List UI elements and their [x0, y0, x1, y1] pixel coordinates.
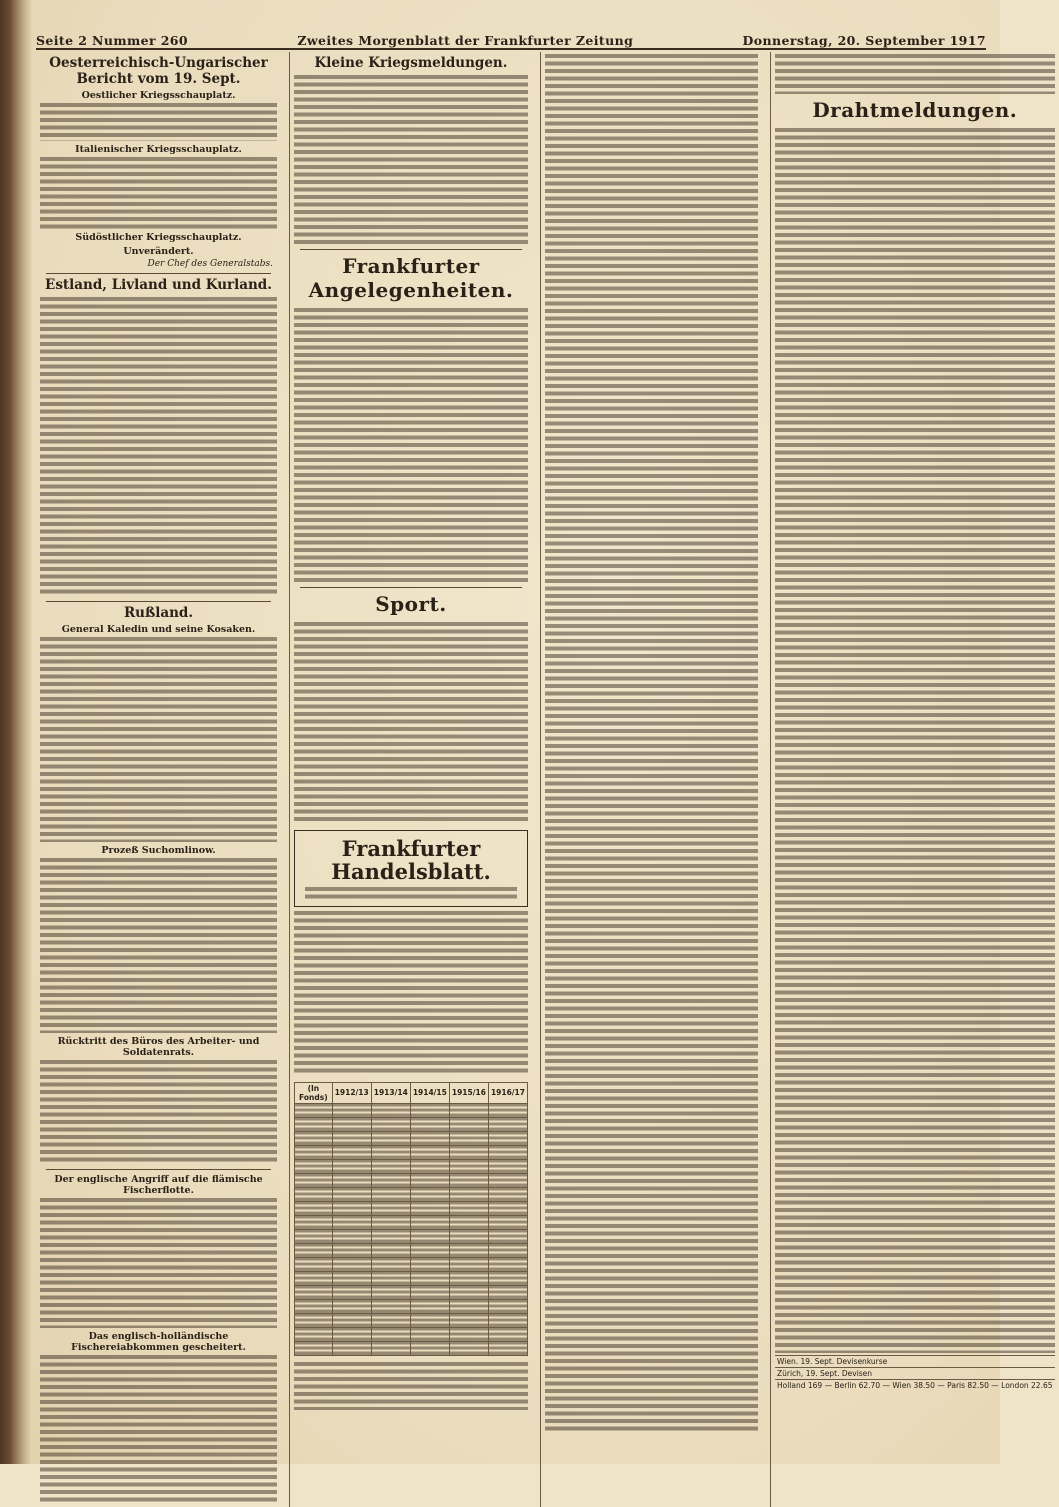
table-row: [295, 1327, 528, 1341]
table-row: [295, 1145, 528, 1159]
text-block: [775, 128, 1055, 1353]
table-cell: [449, 1271, 488, 1285]
table-cell: [488, 1201, 527, 1215]
table-cell: [449, 1117, 488, 1131]
price-row: [775, 1380, 1055, 1392]
table-cell: [295, 1271, 333, 1285]
table-cell: [295, 1257, 333, 1271]
table-header-cell: 1912/13: [332, 1082, 371, 1103]
subheading: Südöstlicher Kriegsschauplatz.: [75, 232, 242, 244]
price-cell: Zürich, 19. Sept. Devisen: [775, 1368, 1055, 1380]
paper-title: Zweites Morgenblatt der Frankfurter Zeitung: [297, 33, 634, 48]
price-cell: Wien. 19. Sept. Devisenkurse: [775, 1356, 1055, 1368]
table-cell: [332, 1173, 371, 1187]
table-cell: [295, 1313, 333, 1327]
price-table: [775, 1355, 1055, 1391]
table-cell: [332, 1313, 371, 1327]
book-spine: [0, 0, 32, 1464]
section-heading: Rußland.: [123, 604, 194, 621]
divider: [46, 273, 271, 274]
handelsblatt-banner: [294, 830, 528, 907]
table-cell: [295, 1131, 333, 1145]
table-cell: [488, 1187, 527, 1201]
table-row: [295, 1187, 528, 1201]
table-cell: [449, 1341, 488, 1355]
table-cell: [371, 1201, 410, 1215]
price-body: [775, 1356, 1055, 1392]
table-cell: [410, 1131, 449, 1145]
table-cell: [449, 1229, 488, 1243]
table-cell: [488, 1117, 527, 1131]
table-cell: [295, 1201, 333, 1215]
table-cell: [449, 1257, 488, 1271]
table-cell: [332, 1187, 371, 1201]
table-cell: [488, 1159, 527, 1173]
table-row: [295, 1201, 528, 1215]
section-heading: Kleine Kriegsmeldungen.: [314, 55, 508, 71]
text-block: [294, 308, 528, 583]
column-3: [540, 52, 762, 1507]
table-cell: [410, 1103, 449, 1117]
price-row: [775, 1356, 1055, 1368]
divider: [300, 249, 522, 250]
table-cell: [371, 1313, 410, 1327]
table-cell: [410, 1159, 449, 1173]
table-cell: [332, 1117, 371, 1131]
table-cell: [332, 1159, 371, 1173]
table-row: [295, 1215, 528, 1229]
table-cell: [332, 1229, 371, 1243]
table-row: [295, 1299, 528, 1313]
table-cell: [295, 1159, 333, 1173]
page-number: Seite 2 Nummer 260: [36, 33, 189, 48]
subheading: Italienischer Kriegsschauplatz.: [75, 144, 242, 156]
table-cell: [371, 1327, 410, 1341]
table-cell: [410, 1187, 449, 1201]
section-heading: Sport.: [375, 591, 447, 616]
table-cell: [410, 1285, 449, 1299]
section-heading: Drahtmeldungen.: [812, 98, 1018, 122]
text-block: [40, 858, 277, 1033]
table-cell: [332, 1103, 371, 1117]
table-cell: [449, 1299, 488, 1313]
table-row: [295, 1285, 528, 1299]
table-cell: [295, 1215, 333, 1229]
table-cell: [488, 1229, 527, 1243]
handelsblatt-title: Frankfurter Handelsblatt.: [331, 835, 491, 884]
table-cell: [410, 1215, 449, 1229]
section-heading: Estland, Livland und Kurland.: [45, 277, 272, 294]
table-cell: [332, 1341, 371, 1355]
table-cell: [488, 1145, 527, 1159]
table-cell: [371, 1145, 410, 1159]
table-cell: [332, 1285, 371, 1299]
table-cell: [488, 1103, 527, 1117]
table-cell: [295, 1187, 333, 1201]
table-cell: [371, 1229, 410, 1243]
column-2: [289, 52, 532, 1507]
divider: [300, 587, 522, 588]
table-row: [295, 1243, 528, 1257]
table-header-row: [295, 1082, 528, 1103]
text-block: [40, 1198, 277, 1328]
table-cell: [295, 1327, 333, 1341]
table-cell: [371, 1187, 410, 1201]
table-cell: [449, 1159, 488, 1173]
table-cell: [449, 1131, 488, 1145]
table-cell: [371, 1173, 410, 1187]
table-cell: [371, 1257, 410, 1271]
table-header-cell: 1914/15: [410, 1082, 449, 1103]
subheading: Das englisch-holländische Fischereiabkommen gescheitert.: [71, 1331, 246, 1354]
table-cell: [410, 1243, 449, 1257]
table-cell: [371, 1243, 410, 1257]
table-cell: [410, 1299, 449, 1313]
table-cell: [332, 1201, 371, 1215]
table-cell: [295, 1173, 333, 1187]
table-cell: [332, 1131, 371, 1145]
table-cell: [488, 1257, 527, 1271]
table-cell: [295, 1299, 333, 1313]
table-cell: [488, 1131, 527, 1145]
table-cell: [410, 1327, 449, 1341]
table-header-cell: 1913/14: [371, 1082, 410, 1103]
text-block: [294, 75, 528, 245]
financial-table-wrap: [294, 1082, 528, 1356]
table-cell: [449, 1145, 488, 1159]
divider: [46, 601, 271, 602]
subheading: Prozeß Suchomlinow.: [101, 845, 216, 857]
text-block: [294, 1362, 528, 1410]
signature: Der Chef des Generalstabs.: [147, 259, 273, 270]
table-cell: [410, 1201, 449, 1215]
text-block: [40, 1355, 277, 1505]
table-cell: [449, 1201, 488, 1215]
note: Unverändert.: [123, 246, 194, 258]
table-cell: [410, 1271, 449, 1285]
column-4: [770, 52, 1059, 1507]
table-cell: [449, 1285, 488, 1299]
financial-table: [294, 1082, 528, 1356]
table-cell: [371, 1341, 410, 1355]
text-block: [40, 637, 277, 842]
table-row: [295, 1257, 528, 1271]
table-cell: [371, 1299, 410, 1313]
table-cell: [449, 1187, 488, 1201]
table-row: [295, 1103, 528, 1117]
table-cell: [371, 1159, 410, 1173]
table-cell: [488, 1271, 527, 1285]
subheading: Oestlicher Kriegsschauplatz.: [81, 90, 236, 102]
table-header-cell: (In Fonds): [295, 1082, 333, 1103]
table-row: [295, 1229, 528, 1243]
table-cell: [332, 1243, 371, 1257]
table-cell: [295, 1229, 333, 1243]
table-row: [295, 1271, 528, 1285]
text-block: [775, 54, 1055, 94]
table-cell: [332, 1145, 371, 1159]
table-cell: [449, 1103, 488, 1117]
section-heading: Frankfurter Angelegenheiten.: [308, 253, 514, 302]
table-cell: [410, 1229, 449, 1243]
table-cell: [488, 1299, 527, 1313]
subheading: General Kaledin und seine Kosaken.: [61, 624, 256, 636]
divider: [46, 1169, 271, 1170]
table-cell: [488, 1215, 527, 1229]
columns: [36, 52, 1053, 1446]
table-cell: [295, 1145, 333, 1159]
text-block: [545, 54, 758, 1434]
table-cell: [332, 1215, 371, 1229]
table-cell: [332, 1257, 371, 1271]
text-block: [40, 103, 277, 141]
table-cell: [332, 1327, 371, 1341]
issue-date: Donnerstag, 20. September 1917: [742, 33, 986, 48]
table-row: [295, 1117, 528, 1131]
subheading: Der englische Angriff auf die flämische Fischerflotte.: [54, 1174, 263, 1197]
table-cell: [371, 1131, 410, 1145]
table-cell: [449, 1243, 488, 1257]
table-cell: [295, 1341, 333, 1355]
text-block: [40, 157, 277, 229]
table-cell: [371, 1271, 410, 1285]
table-cell: [488, 1285, 527, 1299]
subheading: Rücktritt des Büros des Arbeiter- und Soldatenrats.: [57, 1036, 260, 1059]
table-cell: [371, 1103, 410, 1117]
text-block: [294, 622, 528, 822]
table-row: [295, 1173, 528, 1187]
table-cell: [488, 1341, 527, 1355]
banner-subtitle: [305, 887, 517, 901]
table-header-cell: 1915/16: [449, 1082, 488, 1103]
price-row: [775, 1368, 1055, 1380]
section-heading: Oesterreichisch-Ungarischer Bericht vom 19. Sept.: [49, 55, 268, 87]
text-block: [294, 911, 528, 1076]
masthead: [36, 26, 986, 50]
text-block: [40, 1060, 277, 1165]
table-cell: [371, 1215, 410, 1229]
table-row: [295, 1341, 528, 1355]
table-cell: [410, 1145, 449, 1159]
price-cell: Holland 169 — Berlin 62.70 — Wien 38.50 — Paris 82.50 — London 22.65: [777, 1381, 1053, 1390]
table-cell: [449, 1313, 488, 1327]
table-cell: [295, 1243, 333, 1257]
table-cell: [332, 1271, 371, 1285]
table-cell: [488, 1173, 527, 1187]
table-cell: [488, 1327, 527, 1341]
table-row: [295, 1313, 528, 1327]
table-cell: [410, 1117, 449, 1131]
table-cell: [410, 1257, 449, 1271]
table-cell: [371, 1285, 410, 1299]
table-cell: [449, 1215, 488, 1229]
table-row: [295, 1159, 528, 1173]
table-cell: [488, 1243, 527, 1257]
table-body: [295, 1103, 528, 1355]
table-row: [295, 1131, 528, 1145]
text-block: [40, 297, 277, 597]
table-header-cell: 1916/17: [488, 1082, 527, 1103]
table-cell: [410, 1313, 449, 1327]
table-cell: [410, 1173, 449, 1187]
table-cell: [449, 1327, 488, 1341]
table-cell: [332, 1299, 371, 1313]
table-cell: [410, 1341, 449, 1355]
table-cell: [295, 1285, 333, 1299]
table-cell: [371, 1117, 410, 1131]
table-cell: [295, 1117, 333, 1131]
column-1: [36, 52, 281, 1507]
table-cell: [295, 1103, 333, 1117]
table-cell: [449, 1173, 488, 1187]
table-cell: [488, 1313, 527, 1327]
